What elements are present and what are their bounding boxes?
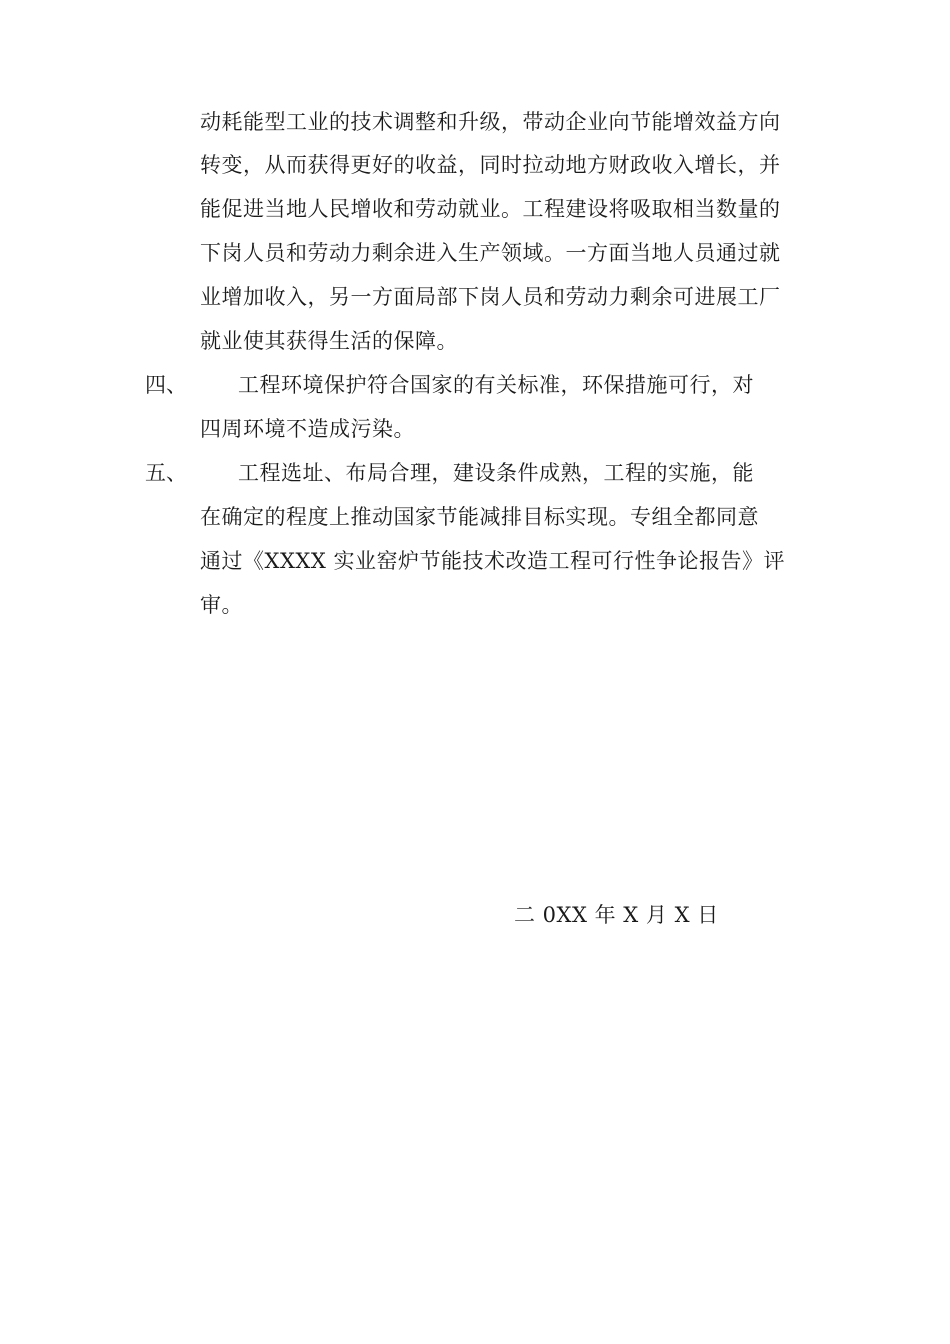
paragraph-line: 在确定的程度上推动国家节能减排目标实现。专组全都同意 bbox=[200, 505, 759, 529]
paragraph-line: 工程选址、布局合理，建设条件成熟，工程的实施，能 bbox=[238, 461, 754, 485]
paragraph-line: 业增加收入，另一方面局部下岗人员和劳动力剩余可进展工厂 bbox=[200, 285, 781, 309]
item-number: 四、 bbox=[145, 373, 187, 397]
paragraph-line: 转变，从而获得更好的收益，同时拉动地方财政收入增长，并 bbox=[200, 153, 781, 177]
paragraph-line: 四周环境不造成污染。 bbox=[200, 417, 415, 441]
paragraph-line: 能促进当地人民增收和劳动就业。工程建设将吸取相当数量的 bbox=[200, 197, 781, 221]
document-date: 二 0XX 年 X 月 X 日 bbox=[514, 903, 719, 927]
paragraph-line: 通过《XXXX 实业窑炉节能技术改造工程可行性争论报告》评 bbox=[200, 549, 785, 573]
paragraph-line: 动耗能型工业的技术调整和升级，带动企业向节能增效益方向 bbox=[200, 110, 781, 134]
paragraph-line: 就业使其获得生活的保障。 bbox=[200, 329, 458, 353]
item-number: 五、 bbox=[145, 461, 187, 485]
paragraph-line: 审。 bbox=[200, 593, 243, 617]
paragraph-line: 下岗人员和劳动力剩余进入生产领域。一方面当地人员通过就 bbox=[200, 241, 781, 265]
paragraph-line: 工程环境保护符合国家的有关标准，环保措施可行，对 bbox=[238, 373, 754, 397]
